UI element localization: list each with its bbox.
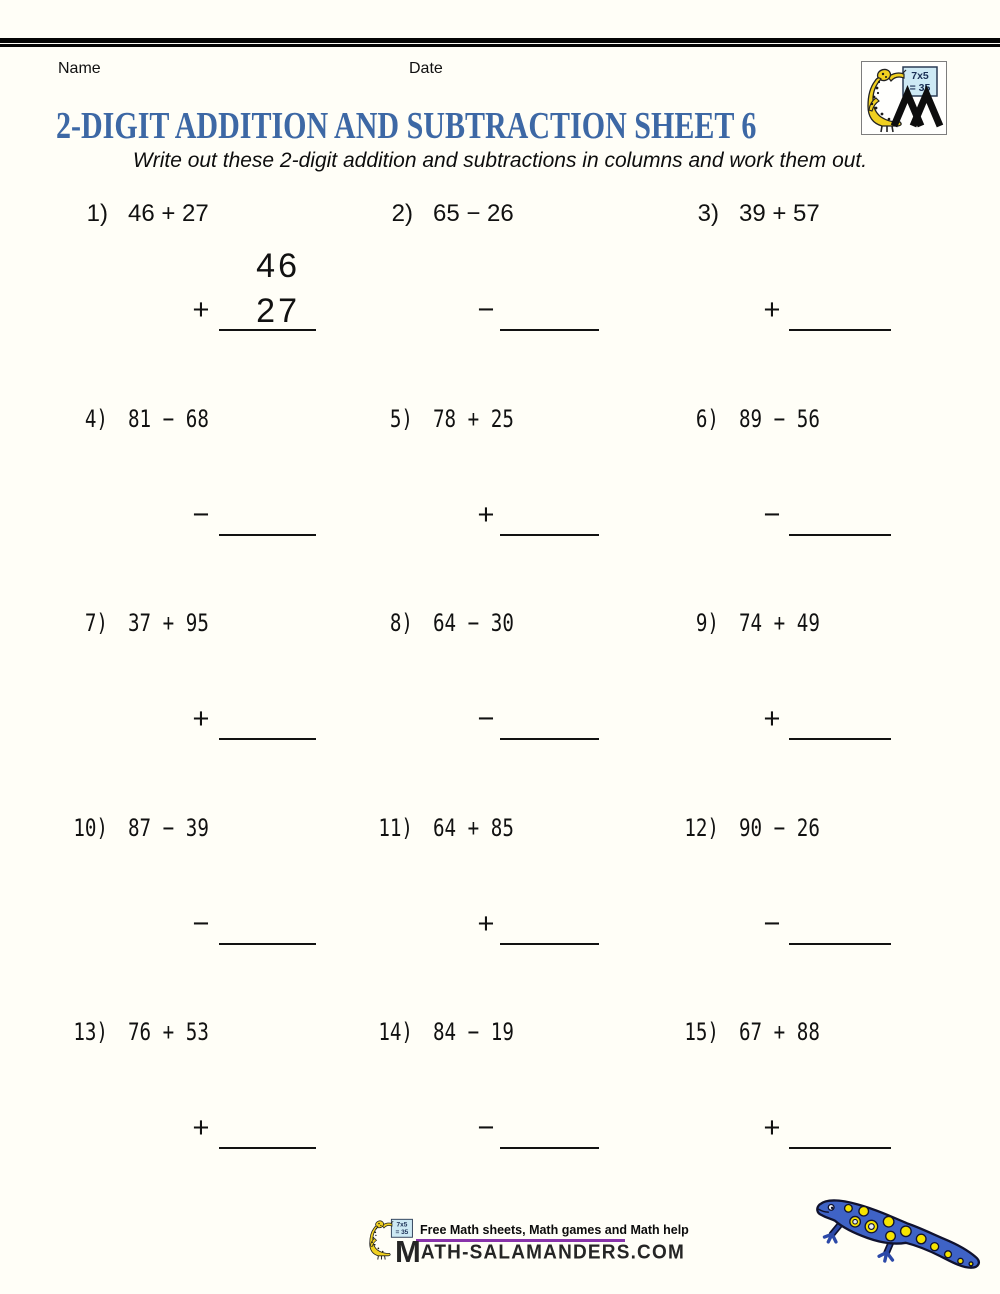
problem-expression: 84 − 19	[433, 1018, 514, 1046]
answer-line[interactable]	[219, 329, 316, 331]
name-label: Name	[58, 60, 101, 77]
problem-label	[671, 609, 820, 637]
problem-number: 11)	[378, 814, 413, 842]
problem-10	[60, 814, 365, 989]
problem-label	[60, 814, 209, 842]
operator-sign: +	[477, 908, 495, 940]
problem-1	[60, 200, 365, 375]
problem-6	[671, 405, 976, 580]
problem-number: 1)	[86, 200, 108, 227]
problem-12	[671, 814, 976, 989]
site-wordmark[interactable]	[395, 1234, 685, 1269]
problem-3	[671, 200, 976, 375]
problem-number: 13)	[73, 1018, 108, 1046]
answer-line[interactable]	[219, 943, 316, 945]
math-salamanders-logo-icon	[862, 62, 946, 134]
operator-sign: +	[763, 703, 781, 735]
operator-sign: −	[763, 499, 781, 531]
date-label: Date	[409, 60, 443, 77]
problem-expression: 74 + 49	[739, 609, 820, 637]
problem-2	[365, 200, 670, 375]
problem-expression: 87 − 39	[128, 814, 209, 842]
problem-11	[365, 814, 670, 989]
problem-expression: 64 + 85	[433, 814, 514, 842]
problem-expression: 90 − 26	[739, 814, 820, 842]
problem-label	[60, 609, 209, 637]
problem-label	[60, 405, 209, 433]
problem-number: 2)	[391, 200, 413, 227]
problem-number: 9)	[695, 609, 719, 637]
problem-label	[671, 1018, 820, 1046]
problem-label	[365, 200, 514, 228]
problem-label	[671, 814, 820, 842]
problem-expression: 46 + 27	[128, 200, 209, 227]
answer-line[interactable]	[789, 738, 891, 740]
worked-example-top: 46	[256, 247, 300, 285]
answer-line[interactable]	[500, 943, 599, 945]
problem-number: 10)	[73, 814, 108, 842]
problem-expression: 89 − 56	[739, 405, 820, 433]
operator-sign: +	[477, 499, 495, 531]
problem-expression: 67 + 88	[739, 1018, 820, 1046]
worked-example-bottom: 27	[256, 292, 300, 330]
answer-line[interactable]	[500, 738, 599, 740]
problem-expression: 78 + 25	[433, 405, 514, 433]
problem-label	[365, 814, 514, 842]
operator-sign: +	[192, 294, 210, 326]
problem-label	[365, 1018, 514, 1046]
problem-number: 3)	[697, 200, 719, 227]
operator-sign: −	[477, 294, 495, 326]
answer-line[interactable]	[789, 329, 891, 331]
problem-number: 5)	[389, 405, 413, 433]
wordmark-m: M	[395, 1234, 421, 1269]
operator-sign: −	[763, 908, 781, 940]
operator-sign: −	[477, 1112, 495, 1144]
problem-number: 12)	[684, 814, 719, 842]
m-logo-icon	[894, 94, 940, 126]
operator-sign: +	[192, 703, 210, 735]
blue-salamander-icon	[812, 1180, 994, 1274]
problem-9	[671, 609, 976, 784]
answer-line[interactable]	[789, 534, 891, 536]
problem-number: 15)	[684, 1018, 719, 1046]
problem-number: 4)	[84, 405, 108, 433]
answer-line[interactable]	[219, 534, 316, 536]
problem-label	[365, 405, 514, 433]
answer-line[interactable]	[219, 1147, 316, 1149]
problem-label	[671, 405, 820, 433]
problem-label	[60, 200, 209, 228]
problem-15	[671, 1018, 976, 1193]
wordmark-rest: ATH-SALAMANDERS.COM	[420, 1241, 685, 1264]
problem-expression: 64 − 30	[433, 609, 514, 637]
problem-label	[60, 1018, 209, 1046]
page-title: 2-DIGIT ADDITION AND SUBTRACTION SHEET 6	[56, 105, 757, 147]
instruction-text: Write out these 2-digit addition and subtractions in columns and work them out.	[132, 149, 868, 172]
problem-7	[60, 609, 365, 784]
problem-14	[365, 1018, 670, 1193]
problem-expression: 65 − 26	[433, 200, 514, 227]
problem-8	[365, 609, 670, 784]
answer-line[interactable]	[500, 1147, 599, 1149]
operator-sign: +	[192, 1112, 210, 1144]
problem-4	[60, 405, 365, 580]
problem-13	[60, 1018, 365, 1193]
problem-expression: 81 − 68	[128, 405, 209, 433]
problem-label	[365, 609, 514, 637]
problem-label	[671, 200, 820, 228]
answer-line[interactable]	[789, 1147, 891, 1149]
problem-expression: 39 + 57	[739, 200, 820, 227]
math-salamanders-logo	[861, 61, 947, 135]
problem-5	[365, 405, 670, 580]
problem-number: 8)	[389, 609, 413, 637]
answer-line[interactable]	[789, 943, 891, 945]
footer-tagline: Free Math sheets, Math games and Math help	[420, 1223, 689, 1237]
problem-number: 6)	[695, 405, 719, 433]
operator-sign: +	[763, 1112, 781, 1144]
answer-line[interactable]	[219, 738, 316, 740]
problem-number: 14)	[378, 1018, 413, 1046]
operator-sign: −	[477, 703, 495, 735]
problem-expression: 76 + 53	[128, 1018, 209, 1046]
answer-line[interactable]	[500, 329, 599, 331]
operator-sign: −	[192, 499, 210, 531]
problem-number: 7)	[84, 609, 108, 637]
operator-sign: −	[192, 908, 210, 940]
operator-sign: +	[763, 294, 781, 326]
top-divider	[0, 38, 1000, 47]
answer-line[interactable]	[500, 534, 599, 536]
problem-expression: 37 + 95	[128, 609, 209, 637]
